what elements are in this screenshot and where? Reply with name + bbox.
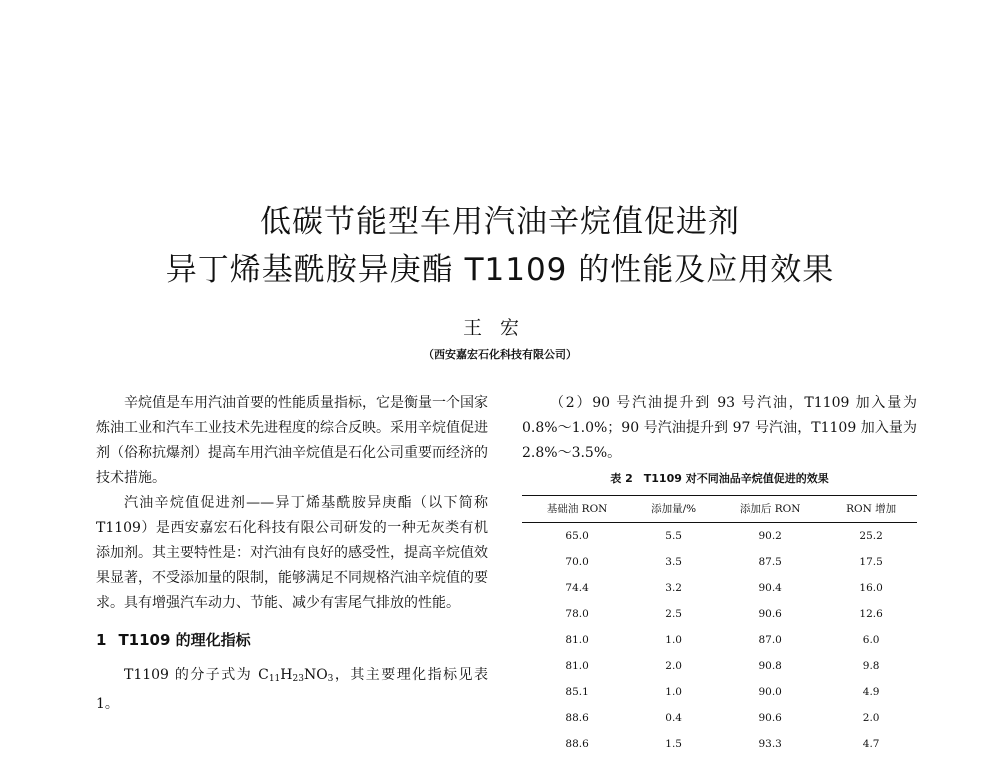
- table-row: [522, 601, 917, 627]
- formula-suffix: ，其主要理化指标见表 1。: [96, 667, 489, 712]
- table-cell: 25.2: [859, 530, 883, 542]
- table-row: [522, 575, 917, 601]
- table-cell: 90.0: [758, 686, 782, 698]
- table-cell: 3.2: [665, 582, 682, 594]
- formula-h-count: 23: [292, 674, 304, 684]
- table-cell: 6.0: [862, 634, 880, 646]
- table-cell: 2.5: [665, 608, 682, 620]
- table-row: [522, 705, 917, 731]
- header-base-ron: 基础油 RON: [522, 496, 632, 523]
- section-number: 1: [96, 631, 107, 649]
- description-paragraph: 汽油辛烷值促进剂——异丁烯基酰胺异庚酯（以下简称 T1109）是西安嘉宏石化科技有限公司研发的一种无灰类有机添加剂。其主要特性是：对汽油有良好的感受性，提高辛烷值效果显著，不受添加量的限制，能够满足不同规格汽油辛烷值的要求。具有增强汽车动力、节能、减少有害尾气排放的性能。: [96, 495, 488, 611]
- table-cell: 1.5: [665, 738, 682, 750]
- table-cell: 70.0: [565, 556, 589, 568]
- author: 王宏: [462, 317, 537, 339]
- table-cell: 90.6: [758, 608, 782, 620]
- table-cell: 90.6: [758, 712, 782, 724]
- formula-h: H: [280, 667, 293, 683]
- table-row: [522, 523, 917, 550]
- table-cell: 4.7: [862, 738, 880, 750]
- formula-c-count: 11: [268, 674, 281, 684]
- table-cell: 88.6: [565, 738, 589, 750]
- table-row: [522, 653, 917, 679]
- table-cell: 3.5: [665, 556, 682, 568]
- table-cell: 2.0: [862, 712, 880, 724]
- table-cell: 90.8: [758, 660, 782, 672]
- table-cell: 74.4: [565, 582, 589, 594]
- table-row: [522, 627, 917, 653]
- title-line-2: 异丁烯基酰胺异庚酯 T1109 的性能及应用效果: [165, 252, 835, 288]
- intro-paragraph: 辛烷值是车用汽油首要的性能质量指标，它是衡量一个国家炼油工业和汽车工业技术先进程度的综合反映。采用辛烷值促进剂（俗称抗爆剂）提高车用汽油辛烷值是石化公司重要而经济的技术措施。: [96, 395, 488, 486]
- table-cell: 16.0: [859, 582, 883, 594]
- left-column: [96, 391, 488, 717]
- table-cell: 85.1: [565, 686, 589, 698]
- formula-o-count: 3: [327, 674, 334, 684]
- table-cell: 87.5: [758, 556, 782, 568]
- table-cell: 17.5: [859, 556, 883, 568]
- table-cell: 4.9: [862, 686, 880, 698]
- table-cell: 2.0: [665, 660, 682, 672]
- table-row: [522, 549, 917, 575]
- table-cell: 90.4: [758, 582, 782, 594]
- table-cell: 1.0: [665, 686, 682, 698]
- table-cell: 90.2: [758, 530, 782, 542]
- results-table: [522, 495, 917, 757]
- table-cell: 0.4: [665, 712, 682, 724]
- table-row: [522, 679, 917, 705]
- table-header-row: [522, 496, 917, 523]
- table-cell: 1.0: [665, 634, 682, 646]
- table-row: [522, 731, 917, 757]
- dosage-paragraph: （2）90 号汽油提升到 93 号汽油，T1109 加入量为 0.8%～1.0%；90 号汽油提升到 97 号汽油，T1109 加入量为 2.8%～3.5%。: [522, 395, 917, 461]
- affiliation: （西安嘉宏石化科技有限公司）: [423, 348, 577, 361]
- header-ron-increase: RON 增加: [825, 496, 917, 523]
- table-cell: 12.6: [859, 608, 883, 620]
- section-title: T1109 的理化指标: [118, 631, 251, 649]
- header-after-ron: 添加后 RON: [715, 496, 825, 523]
- table-cell: 65.0: [565, 530, 589, 542]
- table-caption: 表 2 T1109 对不同油品辛烷值促进的效果: [610, 472, 829, 485]
- formula-paragraph: [96, 663, 488, 717]
- right-column: [522, 391, 917, 757]
- header-dosage: 添加量/%: [632, 496, 715, 523]
- formula-no: NO: [303, 667, 328, 683]
- section-heading: [96, 628, 488, 653]
- table-cell: 88.6: [565, 712, 589, 724]
- formula-c: C: [258, 667, 269, 683]
- formula-prefix: T1109 的分子式为: [124, 667, 259, 683]
- table-cell: 9.8: [862, 660, 880, 672]
- table-cell: 93.3: [758, 738, 782, 750]
- table-cell: 87.0: [758, 634, 782, 646]
- table-cell: 5.5: [665, 530, 682, 542]
- title-line-1: 低碳节能型车用汽油辛烷值促进剂: [260, 204, 740, 240]
- table-cell: 81.0: [565, 660, 589, 672]
- table-cell: 78.0: [565, 608, 589, 620]
- table-cell: 81.0: [565, 634, 589, 646]
